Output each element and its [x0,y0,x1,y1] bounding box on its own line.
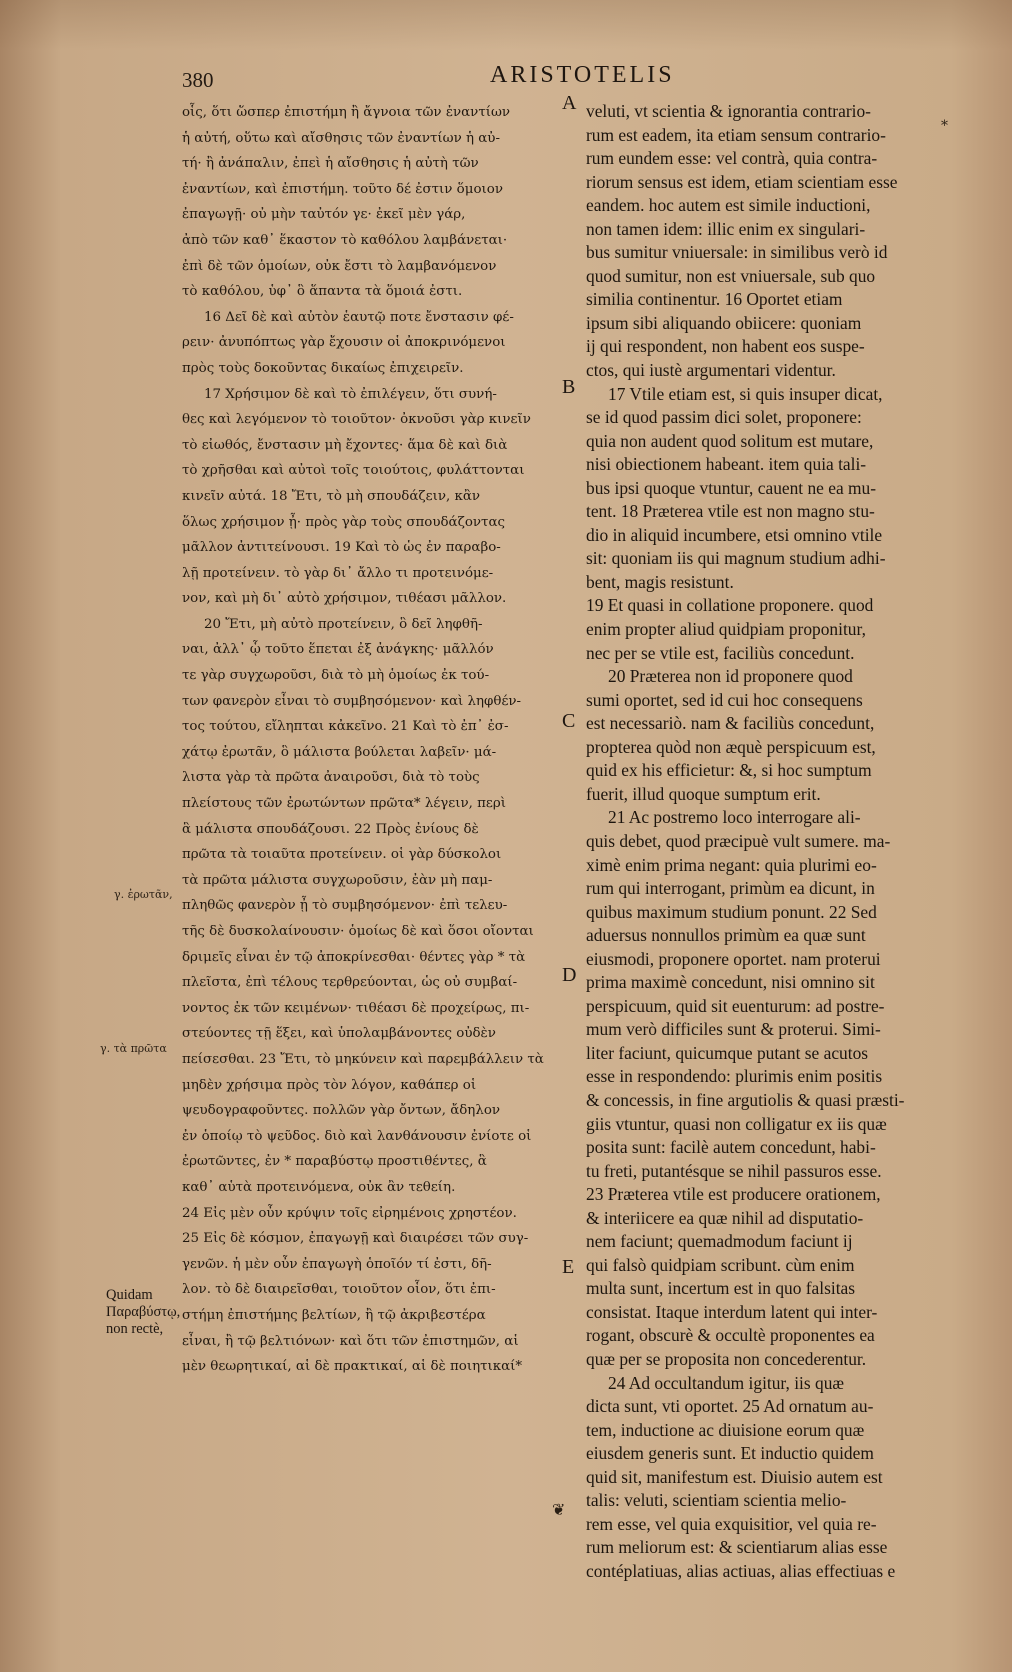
page-shading [0,0,1012,50]
greek-line: μὲν θεωρητικαί, αἱ δὲ πρακτικαί, αἱ δὲ ποιητικαί* [182,1359,523,1375]
latin-line: liter faciunt, quicumque putant se acutos [586,1042,869,1063]
greek-line: νοντος ἐκ τῶν κειμένων· τιθέασι δὲ προχείρως, πι- [182,1000,530,1016]
margin-note-latin-line: Quidam [106,1287,153,1303]
latin-line: quis debet, quod præcipuè vult sumere. ma- [586,830,891,851]
margin-note-variant-1: γ. ἐρωτᾶν, [114,888,173,901]
page-number: 380 [182,68,214,92]
latin-line: 24 Ad occultandum igitur, iis quæ [608,1372,844,1393]
latin-line: talis: veluti, scientiam scientia melio- [586,1490,847,1511]
latin-line: 19 Et quasi in collatione proponere. quod [586,595,874,616]
latin-line: fuerit, illud quoque sumptum erit. [586,783,821,804]
greek-line: γενῶν. ἡ μὲν οὖν ἐπαγωγὴ ὁποῖόν τί ἐστι, δῆ- [182,1256,492,1272]
latin-line: est necessariò. nam & faciliùs concedunt, [586,713,875,734]
section-letter-a: A [562,92,577,114]
greek-line: πλείστους τῶν ἐρωτώντων πρῶτα* λέγειν, περὶ [182,796,506,812]
greek-line: ἐπαγωγῇ· οὐ μὴν ταὐτόν γε· ἐκεῖ μὲν γάρ, [182,207,466,223]
latin-line: veluti, vt scientia & ignorantia contrario- [586,101,871,121]
greek-line: καθ᾽ αὑτὰ προτεινόμενα, οὐκ ἂν τεθείη. [182,1179,456,1195]
greek-line: στήμη ἐπιστήμης βελτίων, ἢ τῷ ἀκριβεστέρα [182,1307,486,1323]
asterisk-mark: * [941,118,948,134]
margin-note-latin-line: non rectè, [106,1321,164,1337]
latin-line: ctos, qui iustè argumentari videntur. [586,360,836,381]
latin-line: posita sunt: facilè autem concedunt, habi- [586,1137,876,1158]
latin-line: rum meliorum est: & scientiarum alias esse [586,1537,888,1558]
greek-line: τος τούτου, εἴληπται κἀκεῖνο. 21 Καὶ τὸ ἐπ᾽ ἐσ- [182,719,509,735]
latin-line: eiusdem generis sunt. Et inductio quidem [586,1443,874,1464]
latin-line: ij qui respondent, non habent eos suspe- [586,336,865,357]
greek-line: μᾶλλον ἀντιτείνουσι. 19 Καὶ τὸ ὡς ἐν παραβο- [182,540,501,556]
latin-line: bus sumitur vniuersale: in similibus verò id [586,242,888,263]
latin-line: quid sit, manifestum est. Diuisio autem est [586,1466,883,1487]
greek-line: χάτῳ ἐρωτᾶν, ὃ μάλιστα βούλεται λαβεῖν· μά- [182,744,497,760]
greek-line: δριμεῖς εἶναι ἐν τῷ ἀποκρίνεσθαι· θέντες γὰρ * τὰ [182,949,526,965]
latin-line: ximè enim prima negant: quia plurimi eo- [586,854,877,875]
greek-line: 16 Δεῖ δὲ καὶ αὐτὸν ἑαυτῷ ποτε ἔνστασιν φέ- [204,309,514,325]
latin-line: rum eundem esse: vel contrà, quia contra- [586,148,878,169]
greek-line: ἡ αὐτή, οὕτω καὶ αἴσθησις τῶν ἐναντίων ἡ αὐ- [182,130,500,146]
margin-note-latin [106,1287,180,1338]
running-head: ARISTOTELIS [490,62,675,88]
latin-line: tem, inductione ac diuisione eorum quæ [586,1419,865,1440]
section-letter-b: B [562,376,576,398]
greek-line: λιστα γὰρ τὰ πρῶτα ἀναιροῦσι, διὰ τὸ τοὺς [182,770,480,786]
greek-line: τὰ πρῶτα μάλιστα συγχωροῦσιν, ἐὰν μὴ παμ- [182,872,493,888]
latin-line: & interiicere ea quæ nihil ad disputatio- [586,1207,864,1228]
latin-line: propterea quòd non æquè perspicuum est, [586,736,876,757]
latin-line: dicta sunt, vti oportet. 25 Ad ornatum au- [586,1396,874,1417]
latin-line: & concessis, in fine argutiolis & quasi præsti- [586,1089,905,1110]
section-letter-d: D [562,964,577,986]
greek-line: ἃ μάλιστα σπουδάζουσι. 22 Πρὸς ἐνίους δὲ [182,821,479,837]
latin-line: rem esse, vel quia exquisitior, vel quia re- [586,1513,877,1534]
latin-line: eandem. hoc autem est simile inductioni, [586,195,871,216]
latin-line: sit: quoniam iis qui magnum studium adhi- [586,548,886,569]
greek-line: πληθῶς φανερὸν ᾖ τὸ συμβησόμενον· ἐπὶ τελευ- [182,898,508,914]
latin-line: rum est eadem, ita etiam sensum contrario- [586,124,886,145]
latin-line: enim propter aliud quidpiam proponitur, [586,619,866,640]
greek-line: ἐναντίων, καὶ ἐπιστήμη. τοῦτο δέ ἐστιν ὅμοιον [182,181,503,197]
greek-line: πρῶτα τὰ τοιαῦτα προτείνειν. οἱ γὰρ δύσκολοι [182,847,502,863]
greek-line: ἀπὸ τῶν καθ᾽ ἕκαστον τὸ καθόλου λαμβάνεται· [182,232,508,248]
latin-line: quod sumitur, non est vniuersale, sub quo [586,265,876,286]
latin-line: rum qui interrogant, primùm ea dicunt, in [586,878,875,899]
greek-text-column [182,100,560,1380]
latin-line: esse in respondendo: plurimis enim positis [586,1066,883,1087]
greek-line: οἷς, ὅτι ὥσπερ ἐπιστήμη ἢ ἄγνοια τῶν ἐναντίων [182,105,511,120]
greek-line: τῆς δὲ δυσκολαίνουσιν· ὁμοίως δὲ καὶ ὅσοι οἴονται [182,924,534,939]
greek-line: ναι, ἀλλ᾽ ᾧ τοῦτο ἕπεται ἐξ ἀνάγκης· μᾶλλόν [182,642,494,658]
latin-line: 20 Præterea non id proponere quod [608,666,853,687]
latin-line: nisi obiectionem habeant. item quia tali- [586,454,867,475]
latin-line: non tamen idem: illic enim ex singulari- [586,218,866,239]
greek-line: ρειν· ἀνυπόπτως γὰρ ἔχουσιν οἱ ἀποκρινόμενοι [182,335,506,351]
greek-line: κινεῖν αὐτά. 18 Ἔτι, τὸ μὴ σπουδάζειν, κἂν [182,488,481,504]
greek-line: ψευδογραφοῦντες. πολλῶν γὰρ ὄντων, ἄδηλον [182,1103,501,1119]
latin-line: multa sunt, incertum est in quo falsitas [586,1278,856,1299]
greek-line: πείσεσθαι. 23 Ἔτι, τὸ μηκύνειν καὶ παρεμβάλλειν τὰ [182,1051,544,1067]
latin-line: rogant, obscurè & occultè proponentes ea [586,1325,875,1346]
greek-line: τε γὰρ συγχωροῦσι, διὰ τὸ μὴ ὁμοίως ἐκ τού- [182,668,490,684]
latin-text-column [586,100,932,1583]
greek-line: πλεῖστα, ἐπὶ τέλους τερθρεύονται, ὡς οὐ συμβαί- [182,975,518,991]
greek-line: τὸ εἰωθός, ἔνστασιν μὴ ἔχοντες· ἅμα δὲ καὶ διὰ [182,437,508,453]
latin-line: bent, magis resistunt. [586,571,734,592]
greek-line: 25 Εἰς δὲ κόσμον, ἐπαγωγῇ καὶ διαιρέσει τῶν συγ- [182,1231,529,1247]
greek-line: 20 Ἔτι, μὴ αὐτὸ προτείνειν, ὃ δεῖ ληφθῆ- [204,616,483,632]
latin-line: nec per se vtile est, faciliùs concedunt. [586,642,855,663]
latin-line: quibus maximum studium ponunt. 22 Sed [586,901,877,922]
margin-note-variant-2: γ. τὰ πρῶτα [100,1042,167,1055]
latin-line: riorum sensus est idem, etiam scientiam esse [586,171,898,192]
latin-line: prima maximè concedunt, nisi omnino sit [586,972,875,993]
greek-line: λῇ προτείνειν. τὸ γὰρ δι᾽ ἄλλο τι προτεινόμε- [182,565,494,581]
greek-line: ἐν ὁποίῳ τὸ ψεῦδος. διὸ καὶ λανθάνουσιν ἐνίοτε οἱ [182,1128,532,1144]
latin-line: giis vtuntur, quasi non colligatur ex iis quæ [586,1113,887,1134]
latin-line: bus ipsi quoque vtuntur, cauent ne ea mu- [586,477,877,498]
greek-line: τή· ἢ ἀνάπαλιν, ἐπεὶ ἡ αἴσθησις ἡ αὐτὴ τῶν [182,156,479,172]
latin-line: ipsum sibi aliquando obiicere: quoniam [586,312,862,333]
greek-line: ὅλως χρήσιμον ᾖ· πρὸς γὰρ τοὺς σπουδάζοντας [182,514,506,530]
greek-line: θες καὶ λεγόμενον τὸ τοιοῦτον· ὀκνοῦσι γὰρ κινεῖν [182,412,531,428]
latin-line: similia continentur. 16 Oportet etiam [586,289,843,310]
latin-line: qui falsò quidpiam scribunt. cùm enim [586,1254,855,1275]
latin-line: mum verò difficiles sunt & proterui. Simi- [586,1019,881,1040]
greek-line: των φανερὸν εἶναι τὸ συμβησόμενον· καὶ ληφθέν- [182,693,522,709]
latin-line: consistat. Itaque interdum latent qui inter- [586,1301,878,1322]
latin-line: tu freti, putantésque se nihil passuros esse. [586,1160,882,1181]
greek-line: στεύοντες τῇ ἕξει, καὶ ὑπολαμβάνοντες οὐδὲν [182,1026,496,1042]
latin-line: aduersus nonnullos primùm ea quæ sunt [586,925,866,946]
section-letter-e: E [562,1256,575,1278]
greek-line: 17 Χρήσιμον δὲ καὶ τὸ ἐπιλέγειν, ὅτι συνή- [204,386,497,402]
latin-line: nem faciunt; quemadmodum faciunt ij [586,1231,853,1252]
latin-line: se id quod passim dici solet, proponere: [586,407,862,428]
latin-line: 21 Ac postremo loco interrogare ali- [608,807,861,828]
greek-line: ἐρωτῶντες, ἐν * παραβύστῳ προστιθέντες, ἃ [182,1154,487,1170]
greek-line: πρὸς τοὺς δοκοῦντας δικαίως ἐπιχειρεῖν. [182,360,464,376]
fleuron-mark: ❦ [552,1500,566,1519]
latin-line: quia non audent quod solitum est mutare, [586,430,874,451]
latin-line: contéplatiuas, alias actiuas, alias effectiuas e [586,1560,896,1581]
latin-line: quæ per se proposita non concederentur. [586,1348,867,1369]
latin-line: quid ex his efficietur: &, si hoc sumptum [586,760,872,781]
latin-line: perspicuum, quid sit euenturum: ad postre- [586,995,885,1016]
greek-line: νον, καὶ μὴ δι᾽ αὐτὸ χρήσιμον, τιθέασι μᾶλλον. [182,591,507,607]
latin-line: 23 Præterea vtile est producere orationem, [586,1184,881,1205]
latin-line: dio in aliquid incumbere, etsi omnino vtile [586,524,883,545]
greek-line: τὸ χρῆσθαι καὶ αὐτοὶ τοῖς τοιούτοις, φυλάττονται [182,463,525,479]
greek-line: τὸ καθόλου, ὑφ᾽ ὃ ἅπαντα τὰ ὅμοιά ἐστι. [182,284,463,300]
greek-line: 24 Εἰς μὲν οὖν κρύψιν τοῖς εἰρημένοις χρηστέον. [182,1205,517,1221]
latin-line: tent. 18 Præterea vtile est non magno stu- [586,501,875,522]
margin-note-latin-line: Παραβύστῳ, [106,1304,181,1320]
latin-line: eiusmodi, proponere oportet. nam proterui [586,948,881,969]
section-letter-c: C [562,710,576,732]
greek-line: ἐπὶ δὲ τῶν ὁμοίων, οὐκ ἔστι τὸ λαμβανόμενον [182,258,497,274]
greek-line: εἶναι, ἢ τῷ βελτιόνων· καὶ ὅτι τῶν ἐπιστημῶν, αἱ [182,1333,519,1349]
greek-line: μηδὲν χρήσιμα πρὸς τὸν λόγον, καθάπερ οἱ [182,1077,477,1093]
latin-line: 17 Vtile etiam est, si quis insuper dicat, [608,383,883,404]
greek-line: λον. τὸ δὲ διαιρεῖσθαι, τοιοῦτον οἷον, ὅτι ἐπι- [182,1282,496,1298]
latin-line: sumi oportet, sed id cui hoc consequens [586,689,863,710]
